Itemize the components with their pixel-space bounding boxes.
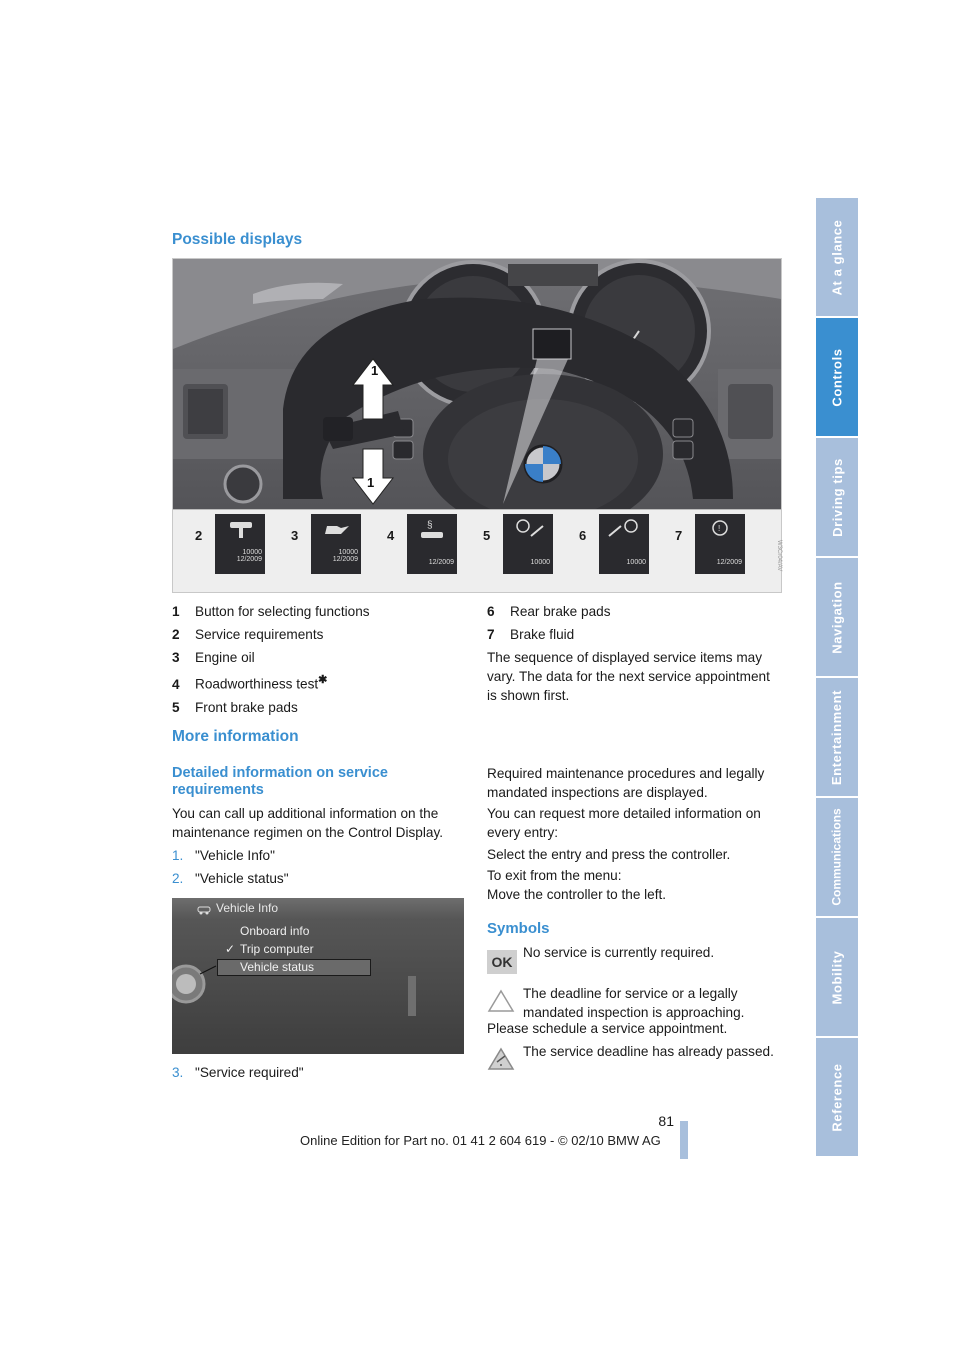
ok-icon: OK	[487, 950, 517, 974]
menu-item-vehicle-status[interactable]: Vehicle status	[240, 960, 315, 974]
callout-number-button-down: 1	[367, 475, 375, 490]
menu-title: Vehicle Info	[216, 901, 279, 915]
callout-number-button-up: 1	[371, 363, 379, 378]
menu-item-onboard-info[interactable]: Onboard info	[240, 924, 310, 938]
paragraph-select-entry: Select the entry and press the controller.	[487, 847, 731, 862]
brake-fluid-icon	[695, 514, 745, 544]
service-display-engine-oil: 10000 12/2009	[311, 514, 361, 574]
tab-reference[interactable]: Reference	[816, 1038, 858, 1156]
service-display-rear-brakes: 10000	[599, 514, 649, 574]
tab-mobility[interactable]: Mobility	[816, 918, 858, 1036]
callout-number-7: 7	[675, 528, 683, 543]
tab-navigation[interactable]: Navigation	[816, 558, 858, 676]
service-display-brake-fluid: ! 12/2009	[695, 514, 745, 574]
rear-brake-icon	[599, 514, 649, 544]
paragraph-request-info: You can request more detailed information on every entry:	[487, 806, 761, 840]
edition-text: Online Edition for Part no. 01 41 2 604 619 - © 02/10 BMW AG	[300, 1133, 661, 1148]
section-heading-more-information: More information	[172, 728, 299, 745]
checkmark-icon: ✓	[225, 942, 236, 956]
callout-number-4: 4	[387, 528, 395, 543]
intro-paragraph: You can call up additional information on the maintenance regimen on the Control Display.	[172, 806, 444, 840]
service-display-roadworthiness: § 12/2009	[407, 514, 457, 574]
symbol-approaching-text: The deadline for service or a legally mandated inspection is approaching.	[523, 986, 745, 1020]
paragraph-displayed: Required maintenance procedures and legally mandated inspections are displayed.	[487, 766, 765, 800]
legend-list-right	[487, 602, 782, 705]
control-display-illustration	[172, 898, 464, 1054]
service-display-strip	[173, 509, 781, 592]
svg-text:§: §	[427, 520, 433, 531]
legend-item: 7 Brake fluid	[487, 627, 575, 642]
warning-passed-icon	[487, 1046, 515, 1074]
legend-note: The sequence of displayed service items may vary. The data for the next service appointment is shown first.	[487, 650, 770, 703]
step-3: 3. "Service required"	[172, 1065, 304, 1080]
page-marker-bar	[680, 1121, 688, 1159]
oil-can-icon	[311, 514, 361, 544]
legend-item: 5 Front brake pads	[172, 699, 298, 715]
legend-item: 3 Engine oil	[172, 650, 255, 665]
tab-controls[interactable]: Controls	[816, 318, 858, 436]
step-1: 1. "Vehicle Info"	[172, 848, 275, 863]
legend-item: 1 Button for selecting functions	[172, 604, 370, 619]
car-lift-icon	[215, 514, 265, 544]
tab-communications[interactable]: Communications	[816, 798, 858, 916]
optional-equipment-star: ✱	[318, 674, 328, 686]
service-display-requirements: 10000 12/2009	[215, 514, 265, 574]
paragraph-exit-menu: To exit from the menu: Move the controller to the left.	[487, 868, 667, 902]
callout-number-3: 3	[291, 528, 299, 543]
callout-number-5: 5	[483, 528, 491, 543]
step-2: 2. "Vehicle status"	[172, 871, 289, 886]
symbol-ok-text: No service is currently required.	[523, 945, 715, 960]
svg-text:!: !	[718, 524, 721, 533]
car-icon	[197, 903, 211, 915]
tab-driving-tips[interactable]: Driving tips	[816, 438, 858, 556]
callout-number-6: 6	[579, 528, 587, 543]
warning-yellow-icon	[487, 988, 515, 1016]
symbol-passed-text: The service deadline has already passed.	[523, 1044, 774, 1059]
legend-item: 6 Rear brake pads	[487, 604, 611, 619]
section-heading-possible-displays: Possible displays	[172, 231, 303, 248]
subheading-detailed-info: Detailed information on service requirements	[172, 765, 388, 798]
symbol-schedule-text: Please schedule a service appointment.	[487, 1021, 728, 1036]
legend-item: 2 Service requirements	[172, 627, 324, 642]
service-display-front-brakes: 10000	[503, 514, 553, 574]
legend-item: 4 Roadworthiness test✱	[172, 674, 328, 692]
front-brake-icon	[503, 514, 553, 544]
dashboard-illustration	[172, 258, 782, 593]
section-heading-symbols: Symbols	[487, 920, 550, 937]
tab-at-a-glance[interactable]: At a glance	[816, 198, 858, 316]
legend-list-left	[172, 602, 452, 717]
controller-icon	[172, 960, 222, 1010]
tab-entertainment[interactable]: Entertainment	[816, 678, 858, 796]
page-number: 81	[658, 1113, 674, 1129]
callout-number-2: 2	[195, 528, 203, 543]
paragraph-car-icon	[407, 514, 457, 544]
image-code: W3Cr04/AV	[776, 540, 782, 572]
menu-item-trip-computer[interactable]: Trip computer	[240, 942, 314, 956]
chapter-tabs	[816, 198, 858, 1158]
